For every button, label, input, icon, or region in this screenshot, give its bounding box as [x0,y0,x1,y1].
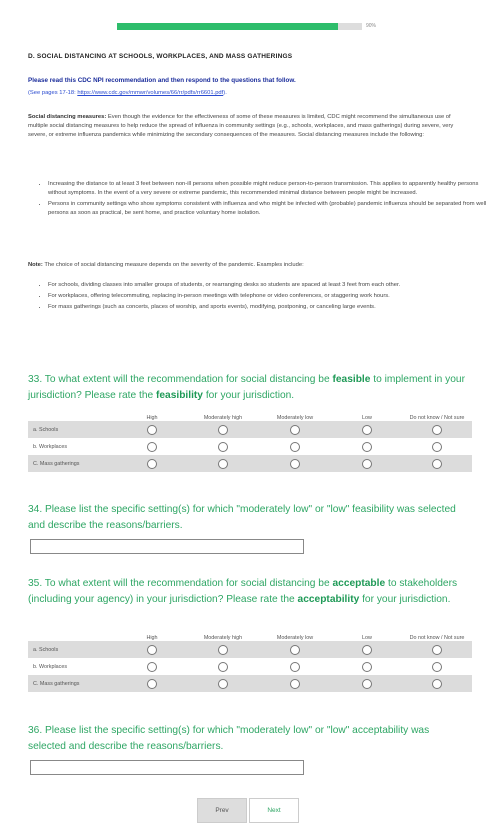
q33-rating-grid [28,409,472,472]
q33-emphasis-2: feasibility [155,390,203,401]
column-header: Moderately high [203,415,243,421]
q33-text-2: to implement in your jurisdiction? Please rate the [28,374,465,401]
radio-button[interactable] [218,679,228,689]
reference-link[interactable]: https://www.cdc.gov/mmwr/volumes/66/rr/pdfs/rr6601.pdf [77,90,224,96]
reference-note [28,90,227,96]
question-36: 36. Please list the specific setting(s) for which "moderately low" or "low" acceptability was selected and describe the reasons/barriers. [28,725,430,752]
radio-button[interactable] [147,662,157,672]
radio-button[interactable] [432,425,442,435]
q35-text-2: to stakeholders (including your agency) in your jurisdiction? Please rate the [28,578,458,605]
radio-button[interactable] [218,442,228,452]
note-text: The choice of social distancing measure depends on the severity of the pandemic. Examples include: [42,262,304,268]
row-label: a. Schools [28,641,116,658]
radio-button[interactable] [362,442,372,452]
grid-corner [28,409,116,421]
row-label: C. Mass gatherings [28,455,116,472]
radio-button[interactable] [290,442,300,452]
column-header: Low [362,415,372,421]
measures-label: Social distancing measures: [28,114,107,120]
row-label: b. Workplaces [33,443,68,450]
note-paragraph [28,261,466,270]
radio-button[interactable] [362,645,372,655]
row-label: a. Schools [28,421,116,438]
grid-row [28,641,472,658]
q33-text-1: 33. To what extent will the recommendation for social distancing be [28,374,333,385]
radio-button[interactable] [147,645,157,655]
q35-emphasis-1: acceptable [332,578,386,589]
radio-button[interactable] [290,645,300,655]
radio-button[interactable] [147,442,157,452]
column-header: High [146,415,158,421]
radio-button[interactable] [218,645,228,655]
list-item: • Increasing the distance to at least 3 feet between non-ill persons when possible might reduce person-to-person transmission. This applies to apparently healthy persons without symptoms. In the event of a very severe or extreme pandemic, this recommended minimal distance between people might be increased. [48,180,486,198]
q35-rating-grid [28,629,472,692]
question-34: 34. Please list the specific setting(s) for which "moderately low" or "low" feasibility was selected and describe the reasons/barriers. [28,504,456,531]
radio-button[interactable] [218,662,228,672]
q34-text-input[interactable] [30,539,304,554]
column-header: High [146,635,158,641]
question-33 [28,372,468,404]
radio-button[interactable] [290,679,300,689]
radio-button[interactable] [147,679,157,689]
reference-suffix: ). [223,90,227,96]
radio-button[interactable] [290,662,300,672]
radio-button[interactable] [147,459,157,469]
list-item: • For mass gatherings (such as concerts, places of worship, and sports events), modifying, postponing, or canceling large events. [48,303,486,312]
grid-row [28,675,472,692]
radio-button[interactable] [362,425,372,435]
radio-button[interactable] [290,459,300,469]
note-label: Note: [28,262,43,268]
radio-button[interactable] [362,679,372,689]
column-header: Low [362,635,372,641]
reference-prefix: (See pages 17-18: [28,90,78,96]
q35-text-1: 35. To what extent will the recommendation for social distancing be [28,578,333,589]
q33-text-3: for your jurisdiction. [202,390,295,401]
question-35 [28,576,468,608]
row-label: C. Mass gatherings [28,675,116,692]
list-item: • For schools, dividing classes into smaller groups of students, or rearranging desks so students are spaced at least 3 feet from each other. [48,281,486,290]
list-item: • For workplaces, offering telecommuting, replacing in-person meetings with telephone or video conferences, or staggering work hours. [48,292,486,301]
column-header: Moderately high [203,635,243,641]
grid-row [28,455,472,472]
measures-paragraph [28,113,466,140]
prev-button[interactable]: Prev [197,798,247,823]
list-item: • Persons in community settings who show symptoms consistent with influenza and who might be infected with (probable) pandemic influenza should be separated from well persons as soon as practical, be sent home, and practice voluntary home isolation. [48,200,486,218]
grid-row [28,421,472,438]
next-button[interactable]: Next [249,798,299,823]
radio-button[interactable] [290,425,300,435]
instructions: Please read this CDC NPI recommendation and then respond to the questions that follow. [28,77,296,84]
radio-button[interactable] [432,459,442,469]
radio-button[interactable] [218,425,228,435]
progress-label: 90% [366,23,377,29]
radio-button[interactable] [432,442,442,452]
radio-button[interactable] [147,425,157,435]
radio-button[interactable] [432,679,442,689]
radio-button[interactable] [218,459,228,469]
measures-text: Even though the evidence for the effectiveness of some of these measures is limited, CDC might recommend the simultaneous use of multiple social distancing measures to help reduce the spread of influenza in community settings (e.g., schools, workplaces, and mass gatherings) during severe, very severe, or extreme influenza pandemics while minimizing the secondary consequences of the measures. Social distancing measures include the following: [28,114,454,139]
column-header: Do not know / Not sure [409,415,465,421]
progress-bar-fill [117,23,338,30]
note-list [30,281,486,314]
grid-row [28,438,472,455]
measures-list [30,180,486,220]
row-label: b. Workplaces [33,663,68,670]
q36-text-input[interactable] [30,760,304,775]
grid-row [28,658,472,675]
grid-corner [28,629,116,641]
radio-button[interactable] [432,662,442,672]
radio-button[interactable] [362,662,372,672]
radio-button[interactable] [432,645,442,655]
q33-emphasis-1: feasible [332,374,371,385]
column-header: Do not know / Not sure [409,635,465,641]
radio-button[interactable] [362,459,372,469]
column-header: Moderately low [276,635,314,641]
q35-emphasis-2: acceptability [297,594,360,605]
section-title: D. SOCIAL DISTANCING AT SCHOOLS, WORKPLACES, AND MASS GATHERINGS [28,53,293,60]
progress-bar [117,23,362,30]
column-header: Moderately low [276,415,314,421]
q35-text-3: for your jurisdiction. [359,594,451,605]
